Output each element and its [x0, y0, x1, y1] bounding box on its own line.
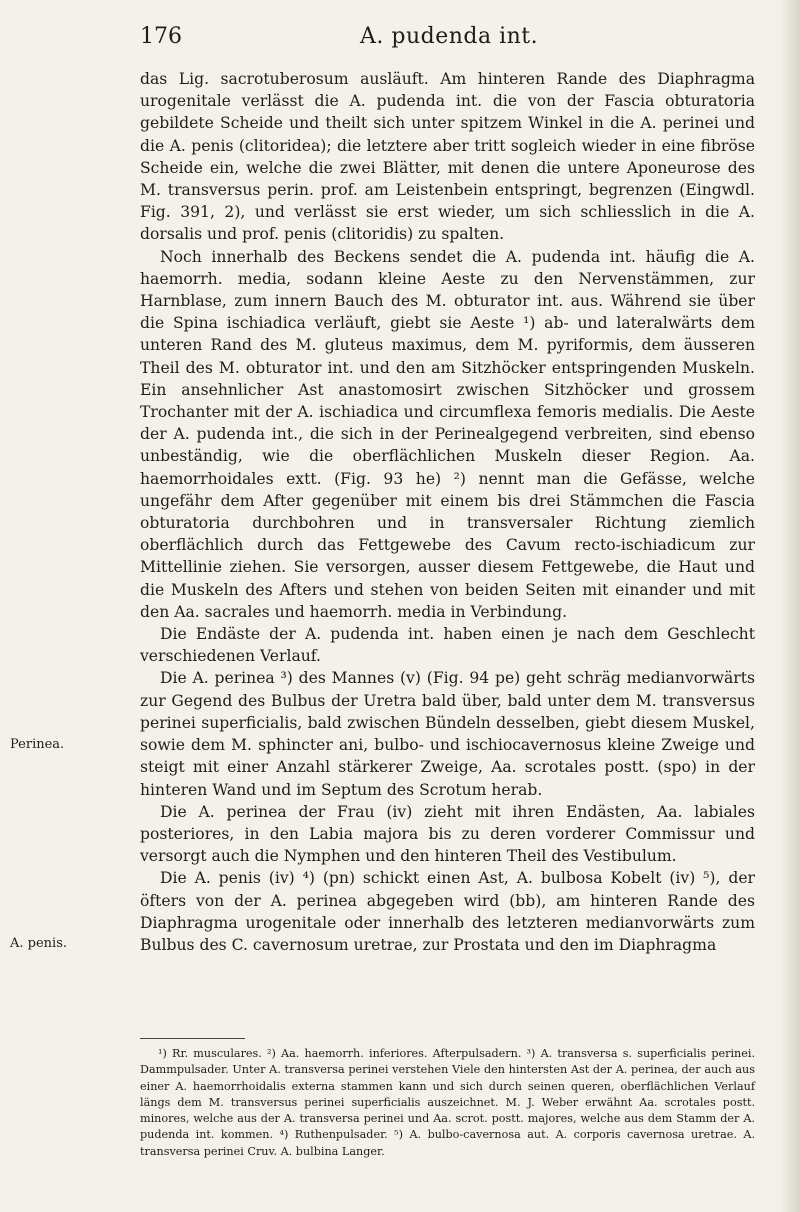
margin-note-penis: A. penis.: [10, 936, 68, 951]
page-number: 176: [140, 24, 182, 49]
footnote-text: ¹) Rr. musculares. ²) Aa. haemorrh. inferiores. Afterpulsadern. ³) A. transversa s. superficialis perinei. Dammpulsader. Unter A. transversa perinei verstehen Viele den hintersten Ast der A. perinea, der auch aus einer A. haemorrhoidalis externa stammen kann und sich durch seinen queren, oberflächlichen Verlauf längs dem M. transversus perinei superficialis auszeichnet. M. J. Weber erwähnt Aa. scrotales postt. minores, welche aus der A. transversa perinei und Aa. scrot. postt. majores, welche aus dem Stamm der A. pudenda int. kommen. ⁴) Ruthenpulsader. ⁵) A. bulbo-cavernosa aut. A. corporis cavernosa uretrae. A. transversa perinei Cruv. A. bulbina Langer.: [140, 1047, 755, 1158]
page-edge-shadow: [780, 0, 800, 1212]
paragraph-6: Die A. penis (iv) ⁴) (pn) schickt einen Ast, A. bulbosa Kobelt (iv) ⁵), der öfters von der A. perinea abgegeben wird (bb), am hinteren Rande des Diaphragma urogenitale oder innerhalb des letzteren medianvorwärts zum Bulbus des C. cavernosum uretrae, zur Prostata und den im Diaphragma: [140, 869, 755, 954]
paragraph-5: Die A. perinea der Frau (iv) zieht mit ihren Endästen, Aa. labiales posteriores, in den Labia majora bis zu deren vorderer Commissur und versorgt auch die Nymphen und den hinteren Theil des Vestibulum.: [140, 802, 755, 866]
page-header: [140, 18, 755, 52]
paragraph-4: Die A. perinea ³) des Mannes (v) (Fig. 94 pe) geht schräg medianvorwärts zur Gegend des Bulbus der Uretra bald über, bald unter dem M. transversus perinei superficialis, bald zwischen Bündeln desselben, giebt diesem Muskel, sowie dem M. sphincter ani, bulbo- und ischiocavernosus kleine Zweige und steigt mit einer Anzahl stärkerer Zweige, Aa. scrotales postt. (spo) in der hinteren Wand und im Septum des Scrotum herab.: [140, 669, 755, 799]
paragraph-2: Noch innerhalb des Beckens sendet die A. pudenda int. häufig die A. haemorrh. media, sodann kleine Aeste zu den Nervenstämmen, zur Harnblase, zum innern Bauch des M. obturator int. aus. Während sie über die Spina ischiadica verläuft, giebt sie Aeste ¹) ab- und lateralwärts dem unteren Rand des M. gluteus maximus, dem M. pyriformis, dem äusseren Theil des M. obturator int. und den am Sitzhöcker entspringenden Muskeln. Ein ansehnlicher Ast anastomosirt zwischen Sitzhöcker und grossem Trochanter mit der A. ischiadica und circumflexa femoris medialis. Die Aeste der A. pudenda int., die sich in der Perinealgegend verbreiten, sind ebenso unbeständig, wie die oberflächlichen Muskeln dieser Region. Aa. haemorrhoidales extt. (Fig. 93 he) ²) nennt man die Gefässe, welche ungefähr dem After gegenüber mit einem bis drei Stämmchen die Fascia obturatoria durchbohren und in transversaler Richtung ziemlich oberflächlich durch das Fettgewebe des Cavum recto-ischiadicum zur Mittellinie ziehen. Sie versorgen, ausser diesem Fettgewebe, die Haut und die Muskeln des Afters und stehen von beiden Seiten mit einander und mit den Aa. sacrales und haemorrh. media in Verbindung.: [140, 247, 755, 621]
margin-note-perinea: Perinea.: [10, 737, 65, 752]
body-text: [140, 68, 755, 956]
running-head: A. pudenda int.: [360, 24, 539, 49]
paragraph-3: Die Endäste der A. pudenda int. haben einen je nach dem Geschlecht verschiedenen Verlauf.: [140, 625, 755, 666]
footnote-rule: [140, 1038, 245, 1039]
footnotes: [140, 1046, 755, 1160]
paragraph-1: das Lig. sacrotuberosum ausläuft. Am hinteren Rande des Diaphragma urogenitale verlässt die A. pudenda int. die von der Fascia obturatoria gebildete Scheide und theilt sich unter spitzem Winkel in die A. perinei und die A. penis (clitoridea); die letztere aber tritt sogleich wieder in eine fibröse Scheide ein, welche die zwei Blätter, mit denen die untere Aponeurose des M. transversus perin. prof. am Leistenbein entspringt, begrenzen (Eingwdl. Fig. 391, 2), und verlässt sie erst wieder, um sich schliesslich in die A. dorsalis und prof. penis (clitoridis) zu spalten.: [140, 70, 755, 244]
